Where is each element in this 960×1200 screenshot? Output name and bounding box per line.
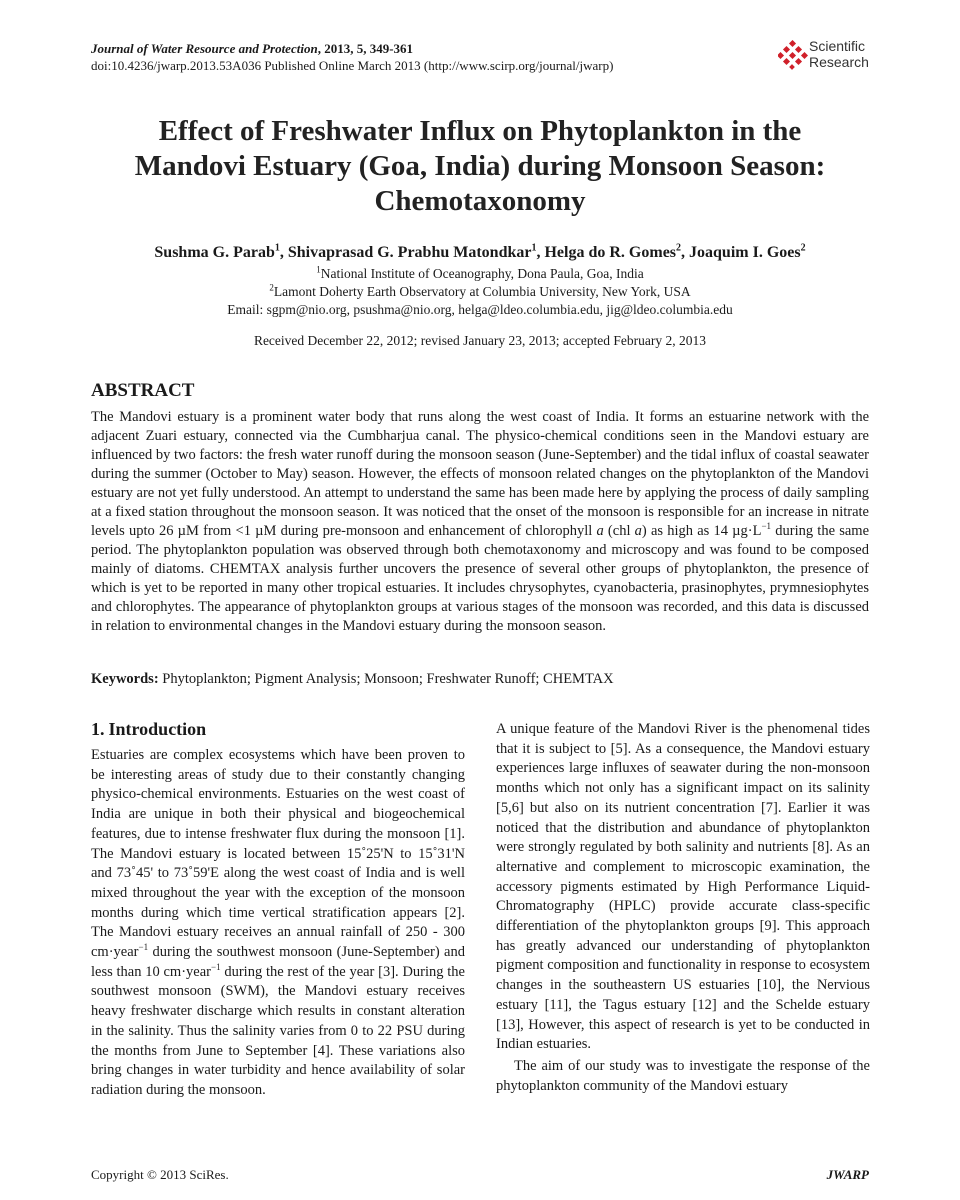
paragraph: The aim of our study was to investigate the response of the phytoplankton community of the Mandovi estuary — [496, 1057, 870, 1094]
footer-journal-abbr: JWARP — [826, 1167, 869, 1182]
logo-line-1: Scientific — [809, 38, 866, 54]
title-line: Effect of Freshwater Influx on Phytoplankton in the — [158, 115, 802, 147]
received-dates: Received December 22, 2012; revised January 23, 2013; accepted February 2, 2013 — [253, 333, 707, 348]
affil-sup: 1 — [316, 264, 321, 275]
abstract-italic: a — [596, 523, 604, 539]
author-affil-sup: 2 — [676, 242, 682, 254]
journal-name: Journal of Water Resource and Protection — [91, 41, 318, 56]
logo-line-2: Research — [809, 54, 869, 70]
footer-copyright: Copyright © 2013 SciRes. — [91, 1167, 229, 1182]
title-line: Mandovi Estuary (Goa, India) during Monsoon Season: — [134, 150, 826, 182]
title-line: Chemotaxonomy — [374, 185, 586, 217]
column-right — [496, 720, 870, 1096]
paragraph-sup: −1 — [138, 942, 149, 953]
author-affil-sup: 2 — [800, 242, 806, 254]
abstract-body — [91, 408, 869, 636]
affil-sup: 2 — [269, 282, 274, 293]
author-emails: Email: sgpm@nio.org, psushma@nio.org, helga@ldeo.columbia.edu, jig@ldeo.columbia.edu — [227, 302, 733, 317]
abstract-italic: a — [634, 523, 642, 539]
abstract-sup: −1 — [761, 521, 772, 532]
author-name: Shivaprasad G. Prabhu Matondkar — [287, 244, 532, 261]
paragraph: A unique feature of the Mandovi River is the phenomenal tides that it is subject to [5]. As a consequence, the Mandovi estuary experiences large influxes of seawater during the non-monsoon months which not only has a significant impact on its salinity [5,6] but also on its nutrient concentration [7]. Earlier it was noticed that the distribution and abundance of phytoplankton were strongly regulated by both salinity and nutrients [8]. As an alternative and complement to microscopic examination, the accessory pigments estimated by High Performance Liquid-Chromatography (HPLC) provide accurate class-specific differentiation of the phytoplankton groups [9]. This approach has greatly advanced our understanding of phytoplankton pigment composition and functionality in response to ecosystem changes in the southeastern US estuaries [10], the Nervious estuary [11], the Tagus estuary [12] and the Schelde estuary [13], However, this aspect of research is yet to be conducted in Indian estuaries. — [496, 721, 870, 1053]
paragraph — [91, 746, 465, 1101]
abstract-heading: ABSTRACT — [91, 380, 195, 401]
journal-volume: , 2013, 5, 349-361 — [317, 41, 414, 56]
keywords-text: Phytoplankton; Pigment Analysis; Monsoon; Freshwater Runoff; CHEMTAX — [158, 671, 614, 687]
author-list: Sushma G. Parab$^1$, Shivaprasad G. Prabhu Matondkar$^1$, Helga do R. Gomes$^2$, Joaquim I. Goes$^2$ — [154, 242, 806, 261]
journal-citation — [91, 40, 413, 57]
abstract-text: (chl — [603, 523, 635, 539]
author-affil-sup: 1 — [274, 242, 280, 254]
paper-title — [60, 114, 900, 219]
affiliation — [60, 265, 900, 282]
column-left — [91, 718, 465, 1101]
author-name: Sushma G. Parab — [154, 244, 275, 261]
publisher-logo — [778, 38, 878, 74]
affil-text: Lamont Doherty Earth Observatory at Columbia University, New York, USA — [273, 284, 691, 299]
section-title: Introduction — [108, 719, 207, 739]
author-name: Helga do R. Gomes — [544, 244, 677, 261]
abstract-text: during the same period. The phytoplankton population was observed through both chemotaxonomy and microscopy and was found to be composed mainly of diatoms. CHEMTAX analysis further uncovers the presence of several other groups of phytoplankton, the presence of which is yet to be reported in many other tropical estuaries. It includes chrysophytes, cyanobacteria, prasinophytes, prymnesiophytes and chlorophytes. The appearance of phytoplankton groups at various stages of the monsoon was recorded, and this data is discussed in relation to environmental changes in the Mandovi estuary during the monsoon season. — [91, 523, 869, 634]
affil-text: National Institute of Oceanography, Dona Paula, Goa, India — [320, 266, 644, 281]
doi-line: doi:10.4236/jwarp.2013.53A036 Published Online March 2013 (http://www.scirp.org/journal/jwarp) — [91, 58, 614, 73]
author-affil-sup: 1 — [531, 242, 537, 254]
scientific-research-logo-icon — [778, 40, 808, 70]
paragraph-sup: −1 — [211, 961, 221, 972]
paragraph-text: during the rest of the year [3]. During the southwest monsoon (SWM), the Mandovi estuary receives heavy freshwater discharge which results in constant alteration in the salinity. Thus the salinity varies from 0 to 22 PSU during the months from June to September [4]. These variations also bring changes in water turbidity and hence availability of solar radiation during the monsoon. — [91, 963, 465, 1098]
paragraph-text: during the southwest monsoon (June-September) and less than 10 cm·year — [91, 944, 465, 980]
author-name: Joaquim I. Goes — [689, 244, 801, 261]
paragraph-text: Estuaries are complex ecosystems which have been proven to be interesting areas of study due to their constantly changing physico-chemical environments. Estuaries on the west coast of India are unique in both their physical and biogeochemical features, due to intense freshwater flux during the monsoon [1]. The Mandovi estuary is located between 15˚25'N to 15˚31'N and 73˚45' to 73˚59'E along the west coast of India and is well mixed throughout the year with the exception of the monsoon months during which time vertical stratification appears [2]. The Mandovi estuary receives an annual rainfall of 250 - 300 cm·year — [91, 747, 465, 961]
affiliation — [60, 283, 900, 300]
abstract-text: The Mandovi estuary is a prominent water body that runs along the west coast of India. It forms an estuarine network with the adjacent Zuari estuary, connected via the Cumbharjua canal. The physico-chemical conditions seen in the Mandovi estuary are influenced by two factors: the fresh water runoff during the monsoon season (June-September) and the tidal influx of coastal seawater during the summer (October to May) season. However, the effects of monsoon related changes on the phytoplankton of the Mandovi estuary are not yet fully understood. An attempt to understand the same has been made here by applying the process of daily sampling at a fixed station throughout the monsoon season. It was noticed that the onset of the monsoon is responsible for an increase in nitrate levels upto 26 µM from <1 µM during pre-monsoon and enhancement of chlorophyll — [91, 409, 869, 539]
section-heading — [91, 718, 465, 740]
keywords — [91, 671, 869, 688]
section-number: 1. — [91, 719, 105, 739]
abstract-text: ) as high as 14 µg·L — [641, 523, 762, 539]
keywords-label: Keywords: — [91, 671, 159, 687]
